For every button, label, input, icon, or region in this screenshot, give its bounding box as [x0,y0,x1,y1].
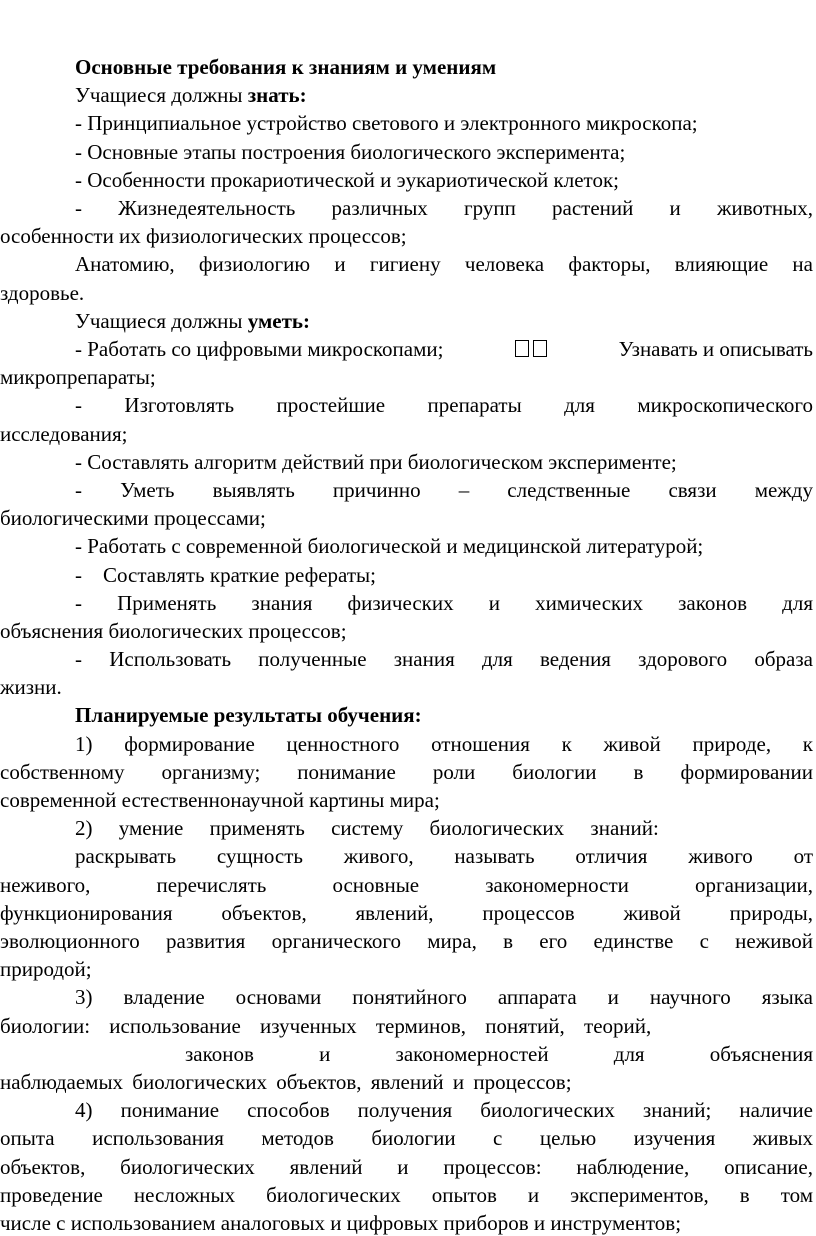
result-line: современной естественнонаучной картины мира; [0,788,440,813]
can-item: - Изготовлять простейшие препараты для микроскопического [75,393,813,418]
know-item: Анатомию, физиологию и гигиену человека факторы, влияющие на [75,252,813,277]
know-item: - Особенности прокариотической и эукариотической клеток; [75,167,619,192]
result-line: проведение несложных биологических опытов и экспериментов, в том [0,1182,813,1207]
can-keyword: уметь: [247,308,310,333]
can-intro-line [0,308,816,334]
can-item: - Составлять алгоритм действий при биологическом эксперименте; [75,449,677,474]
result-line: природой; [0,957,92,982]
missing-glyph-icon [515,340,529,357]
result-line: функционирования объектов, явлений, процессов живой природы, [0,900,813,925]
result-line: объектов, биологических явлений и процессов: наблюдение, описание, [0,1154,813,1179]
can-item: - Уметь выявлять причинно – следственные связи между [75,477,813,502]
know-keyword: знать: [247,83,307,108]
know-item-continuation: здоровье. [0,280,85,305]
result-line: собственному организму; понимание роли биологии в формировании [0,759,813,784]
can-item-continuation: микропрепараты; [0,365,156,390]
result-line: 1) формирование ценностного отношения к живой природе, к [75,731,813,756]
results-heading: Планируемые результаты обучения: [75,703,422,728]
result-line: законов и закономерностей для объяснения [185,1041,813,1066]
know-item-continuation: особенности их физиологических процессов; [0,224,407,249]
can-item-line [0,336,813,362]
can-item: - Составлять краткие рефераты; [75,562,376,587]
result-line: числе с использованием аналоговых и цифровых приборов и инструментов; [0,1211,682,1235]
result-line: эволюционного развития органического мира, в его единстве с неживой [0,929,813,954]
result-line: 4) понимание способов получения биологических знаний; наличие [75,1098,813,1123]
missing-glyph-icon [533,340,547,357]
result-line: раскрывать сущность живого, называть отличия живого от [75,844,813,869]
can-intro-text: Учащиеся должны [75,308,248,333]
can-item: - Применять знания физических и химических законов для [75,590,813,615]
can-item: - Работать с современной биологической и медицинской литературой; [75,534,704,559]
know-intro-text: Учащиеся должны [75,83,248,108]
result-line: наблюдаемых биологических объектов, явлений и процессов; [0,1070,572,1095]
result-line: 3) владение основами понятийного аппарата и научного языка [75,985,813,1010]
result-line: опыта использования методов биологии с целью изучения живых [0,1126,813,1151]
can-item: - Использовать полученные знания для ведения здорового образа [75,647,813,672]
result-line: 2) умение применять систему биологических знаний: [75,816,659,841]
can-item: - Работать со цифровыми микроскопами; [75,336,444,361]
can-item-continuation: биологическими процессами; [0,506,266,531]
know-item: - Принципиальное устройство светового и электронного микроскопа; [75,111,698,136]
result-line: биологии: использование изученных терминов, понятий, теорий, [0,1013,652,1038]
can-item: Узнавать и описывать [618,336,813,361]
result-line: неживого, перечислять основные закономерности организации, [0,872,813,897]
know-item: - Жизнедеятельность различных групп растений и животных, [75,195,813,220]
know-item: - Основные этапы построения биологического эксперимента; [75,139,626,164]
can-item-continuation: исследования; [0,421,128,446]
know-intro-line [0,82,816,108]
placeholder-glyphs [513,336,549,362]
can-item-continuation: жизни. [0,675,62,700]
can-item-continuation: объяснения биологических процессов; [0,618,347,643]
section-heading: Основные требования к знаниям и умениям [75,55,497,79]
